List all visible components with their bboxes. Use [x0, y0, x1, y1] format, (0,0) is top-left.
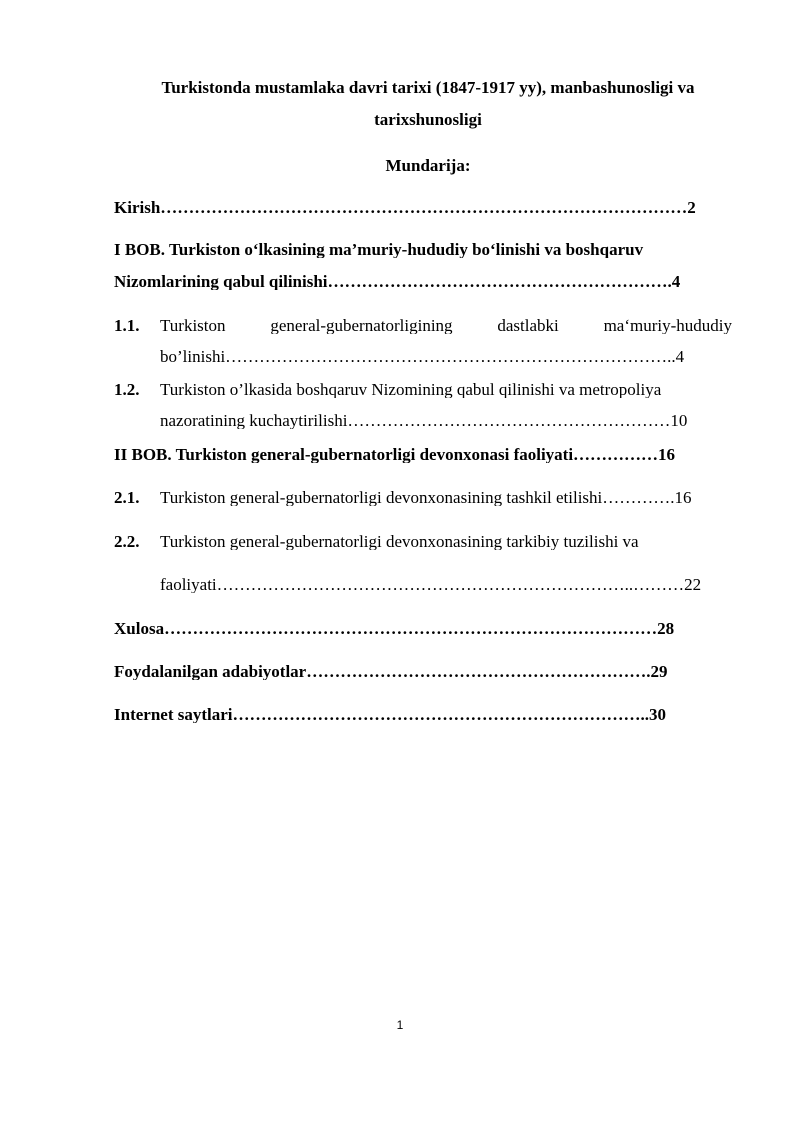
toc-entry-2-2-line-1: Turkiston general-gubernatorligi devonxonasining tarkibiy tuzilishi va — [160, 533, 639, 550]
toc-entry-internet-saytlari: Internet saytlari………………………………………………………………..30 — [114, 706, 667, 723]
toc-entry-adabiyotlar: Foydalanilgan adabiyotlar…………………………………………………….29 — [114, 663, 668, 680]
toc-entry-1-1-number: 1.1. — [114, 316, 140, 335]
document-title-line-2: tarixshunosligi — [374, 110, 482, 129]
toc-entry-1-1-line-2: bo’linishi……………………………………………………………………..4 — [160, 348, 685, 365]
toc-entry-1-1-word: general-gubernatorligining — [270, 317, 453, 334]
toc-entry-2-2-number: 2.2. — [114, 532, 140, 551]
toc-entry-xulosa: Xulosa……………………………………………………………………………28 — [114, 620, 675, 637]
toc-entry-1-1-line-1 — [160, 317, 732, 334]
toc-entry-1-2-line-1: Turkiston o’lkasida boshqaruv Nizomining qabul qilinishi va metropoliya — [160, 381, 662, 398]
toc-entry-1-1-word: Turkiston — [160, 317, 226, 334]
toc-entry-bob1-line-2: Nizomlarining qabul qilinishi…………………………………………………….4 — [114, 273, 681, 290]
toc-entry-1-2-line-2: nazoratining kuchaytirilishi…………………………………………………10 — [160, 412, 688, 429]
toc-entry-1-1-word: dastlabki — [497, 317, 559, 334]
toc-entry-2-2-line-2: faoliyati………………………………………………………………..………22 — [160, 576, 702, 593]
toc-entry-1-1-word: ma‘muriy-hududiy — [603, 317, 732, 334]
toc-heading: Mundarija: — [385, 156, 471, 175]
document-title-line-1: Turkistonda mustamlaka davri tarixi (1847-1917 yy), manbashunosligi va — [161, 78, 695, 97]
toc-entry-2-1-text: Turkiston general-gubernatorligi devonxonasining tashkil etilishi………….16 — [160, 489, 692, 506]
toc-entry-kirish: Kirish…………………………………………………………………………………2 — [114, 199, 696, 216]
page-number: 1 — [396, 1018, 404, 1032]
toc-entry-2-1-number: 2.1. — [114, 488, 140, 507]
toc-entry-1-2-number: 1.2. — [114, 380, 140, 399]
toc-entry-bob1-line-1: I BOB. Turkiston o‘lkasining ma’muriy-hududiy bo‘linishi va boshqaruv — [114, 241, 644, 258]
toc-entry-bob2: II BOB. Turkiston general-gubernatorligi devonxonasi faoliyati……………16 — [114, 446, 676, 463]
